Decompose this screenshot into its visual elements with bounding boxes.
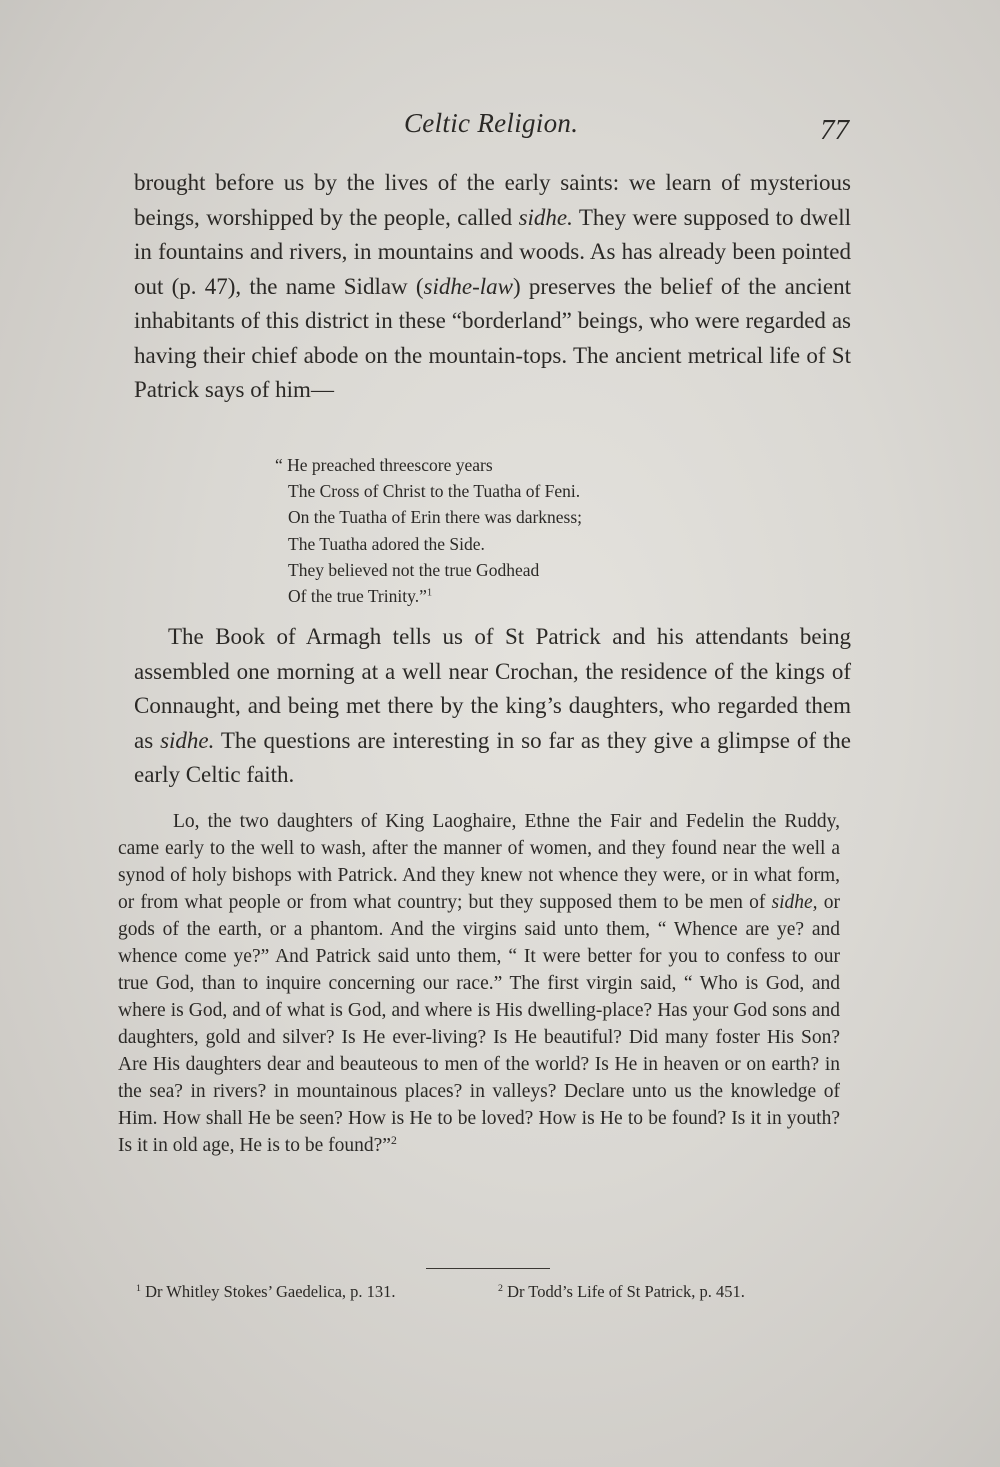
footnote-text: Dr Todd’s Life of St Patrick, p. 451.	[507, 1282, 745, 1301]
italic-term: sidhe,	[771, 892, 818, 913]
italic-term: sidhe.	[518, 204, 573, 230]
paragraph-text: The Book of Armagh tells us of St Patrick and his attendants being assembled one morning at a well near Crochan, the residence of the kings of Connaught, and being met there by the king’s daughters, who regarded them as	[134, 624, 851, 753]
footnote-ref: 1	[426, 587, 433, 599]
paragraph-text: The questions are interesting in so far as they give a glimpse of the early Celtic faith.	[134, 727, 851, 787]
page-number: 77	[820, 114, 849, 146]
verse-line-last	[275, 583, 582, 609]
verse-line-text: Of the true Trinity.”	[288, 586, 427, 607]
verse-line: On the Tuatha of Erin there was darkness;	[288, 507, 583, 528]
paragraph-text: They were supposed to dwell in fountains and rivers, in mountains and woods. As has already been pointed out (p. 47), the name Sidlaw (	[134, 204, 851, 299]
footnote-text: Dr Whitley Stokes’ Gaedelica, p. 131.	[145, 1282, 396, 1301]
quotation-text: Lo, the two daughters of King Laoghaire, Ethne the Fair and Fedelin the Ruddy, came early to the well to wash, after the manner of women, and they found near the well a synod of holy bishops with Patrick. And they knew not whence they were, or in what form, or from what people or from what country; but they supposed them to be men of	[118, 811, 840, 913]
footnote-1	[136, 1282, 396, 1302]
italic-term: sidhe.	[160, 727, 215, 753]
footnote-divider	[426, 1268, 550, 1269]
verse-line: The Cross of Christ to the Tuatha of Feni.	[288, 481, 581, 502]
footnote-marker: 2	[498, 1283, 503, 1295]
footnotes	[0, 1282, 1000, 1312]
verse-line: They believed not the true Godhead	[288, 559, 540, 580]
block-quotation	[118, 808, 840, 1159]
paragraph-text: brought before us by the lives of the early saints: we learn of mysterious beings, worshipped by the people, called	[134, 170, 851, 230]
paragraph-book-of-armagh	[134, 620, 851, 793]
running-head	[0, 108, 1000, 148]
quotation-text: or gods of the earth, or a phantom. And the virgins said unto them, “ Whence are ye? and whence come ye?” And Patrick said unto them, “ It were better for you to confess to our true God, than to inquire concerning our race.” The first virgin said, “ Who is God, and where is God, and of what is God, and where is His dwelling-place? Has your God sons and daughters, gold and silver? Is He ever-living? Is He beautiful? Did many foster His Son? Are His daughters dear and beauteous to men of the world? Is He in heaven or on earth? in the sea? in rivers? in mountainous places? in valleys? Declare unto us the knowledge of Him. How shall He be seen? How is He to be loved? How is He to be found? Is it in youth? Is it in old age, He is to be found?”	[118, 892, 840, 1156]
footnote-2	[498, 1282, 745, 1302]
verse-line: The Tuatha adored the Side.	[288, 533, 485, 554]
paragraph-sidhe-beings	[134, 166, 851, 408]
metrical-verse	[275, 452, 582, 609]
footnote-ref: 2	[390, 1133, 397, 1147]
paragraph-text: ) preserves the belief of the ancient inhabitants of this district in these “borderland” beings, who were regarded as having their chief abode on the mountain-tops. The ancient metrical life of St Patrick says of him—	[134, 273, 851, 402]
verse-line: “ He preached threescore years	[275, 455, 493, 475]
italic-term: sidhe-law	[423, 273, 513, 299]
footnote-marker: 1	[136, 1283, 141, 1295]
page-title: Celtic Religion.	[404, 108, 579, 138]
